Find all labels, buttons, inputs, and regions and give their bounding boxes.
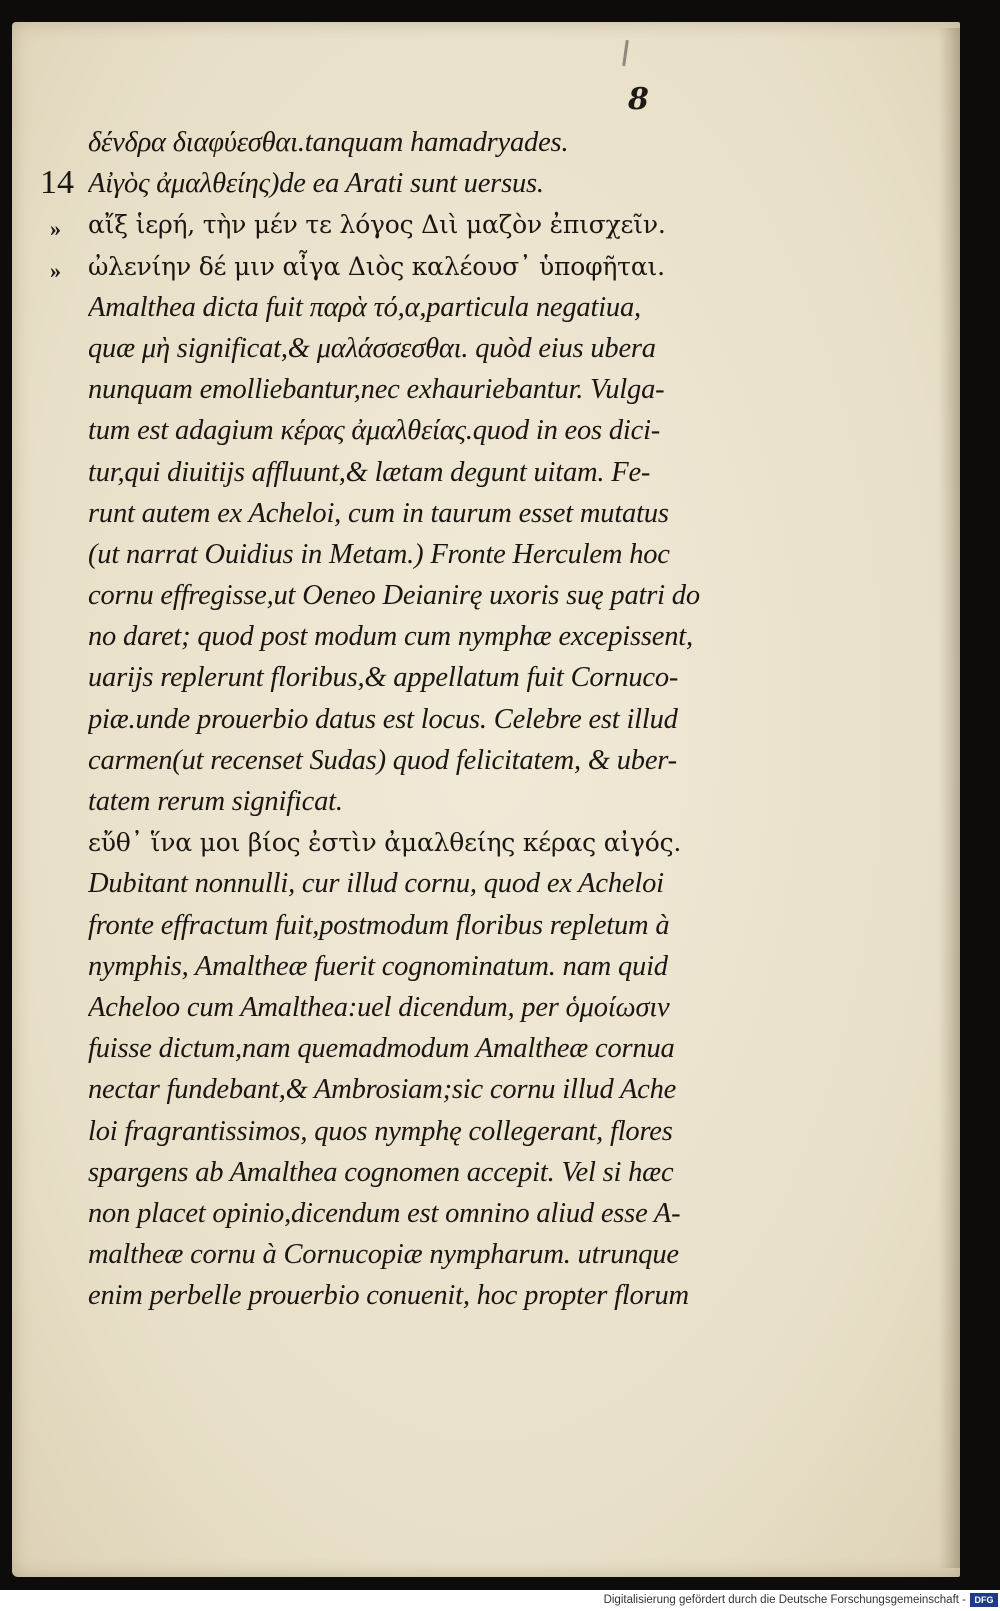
- text-line: non placet opinio,dicendum est omnino aliud esse A-: [88, 1197, 681, 1229]
- funding-credit: Digitalisierung gefördert durch die Deutsche Forschungsgemeinschaft -: [603, 1594, 966, 1606]
- margin-line-number: 14: [40, 164, 74, 201]
- body-text: [88, 122, 793, 1316]
- text-line: tatem rerum significat.: [88, 786, 343, 817]
- text-line: quæ μὴ significat,& μαλάσσεσθαι. quòd eius ubera: [88, 332, 656, 364]
- text-line: carmen(ut recenset Sudas) quod felicitatem, & uber-: [88, 744, 677, 776]
- margin-quote-mark: »: [50, 258, 61, 283]
- text-line: maltheæ cornu à Cornucopiæ nympharum. utrunque: [88, 1239, 679, 1271]
- dfg-logo: DFG: [970, 1593, 998, 1607]
- text-line: Dubitant nonnulli, cur illud cornu, quod ex Acheloi: [88, 868, 664, 900]
- text-line: tur,qui diuitijs affluunt,& lætam degunt uitam. Fe-: [88, 456, 651, 488]
- text-line: enim perbelle prouerbio conuenit, hoc propter florum: [88, 1280, 689, 1312]
- text-line: no daret; quod post modum cum nymphæ excepissent,: [88, 621, 693, 653]
- text-line: Amalthea dicta fuit παρὰ τό,α,particula negatiua,: [88, 291, 641, 323]
- text-line: spargens ab Amalthea cognomen accepit. Vel si hæc: [88, 1156, 674, 1188]
- text-line-greek: ὠλενίην δέ μιν αἶγα Διὸς καλέουσ᾽ ὑποφῆται.: [88, 251, 665, 281]
- text-line: (ut narrat Ouidius in Metam.) Fronte Herculem hoc: [88, 538, 670, 570]
- text-line: loi fragrantissimos, quos nymphę collegerant, flores: [88, 1115, 673, 1147]
- text-line: nectar fundebant,& Ambrosiam;sic cornu illud Ache: [88, 1074, 677, 1106]
- text-line-greek: εὔθ᾽ ἵνα μοι βίος ἐστὶν ἀμαλθείης κέρας αἰγός.: [88, 828, 682, 858]
- text-line: Αἰγὸς ἀμαλθείης)de ea Arati sunt uersus.: [88, 168, 544, 200]
- text-line: uarijs replerunt floribus,& appellatum fuit Cornuco-: [88, 662, 679, 694]
- text-line: nunquam emolliebantur,nec exhauriebantur. Vulga-: [88, 374, 665, 406]
- text-line: fronte effractum fuit,postmodum floribus repletum à: [88, 909, 670, 941]
- folio-number: 8: [628, 82, 649, 117]
- text-line: piæ.unde prouerbio datus est locus. Celebre est illud: [88, 703, 678, 735]
- text-line: δένδρα διαφύεσθαι.tanquam hamadryades.: [88, 127, 569, 158]
- text-line: cornu effregisse,ut Oeneo Deianirę uxoris suę patri do: [88, 580, 700, 612]
- text-line: fuisse dictum,nam quemadmodum Amaltheæ cornua: [88, 1033, 675, 1065]
- digitization-footer: [0, 1590, 1000, 1611]
- margin-quote-mark: »: [50, 216, 61, 241]
- page-edge-shadow: [938, 28, 960, 1568]
- text-line: runt autem ex Acheloi, cum in taurum esset mutatus: [88, 497, 669, 529]
- text-line-greek: αἴξ ἱερή, τὴν μέν τε λόγος Διὶ μαζὸν ἐπισχεῖν.: [88, 210, 666, 240]
- text-line: tum est adagium κέρας ἀμαλθείας.quod in eos dici-: [88, 415, 661, 447]
- text-line: Acheloo cum Amalthea:uel dicendum, per ὁμοίωσιν: [88, 991, 670, 1023]
- text-line: nymphis, Amaltheæ fuerit cognominatum. nam quid: [88, 950, 668, 982]
